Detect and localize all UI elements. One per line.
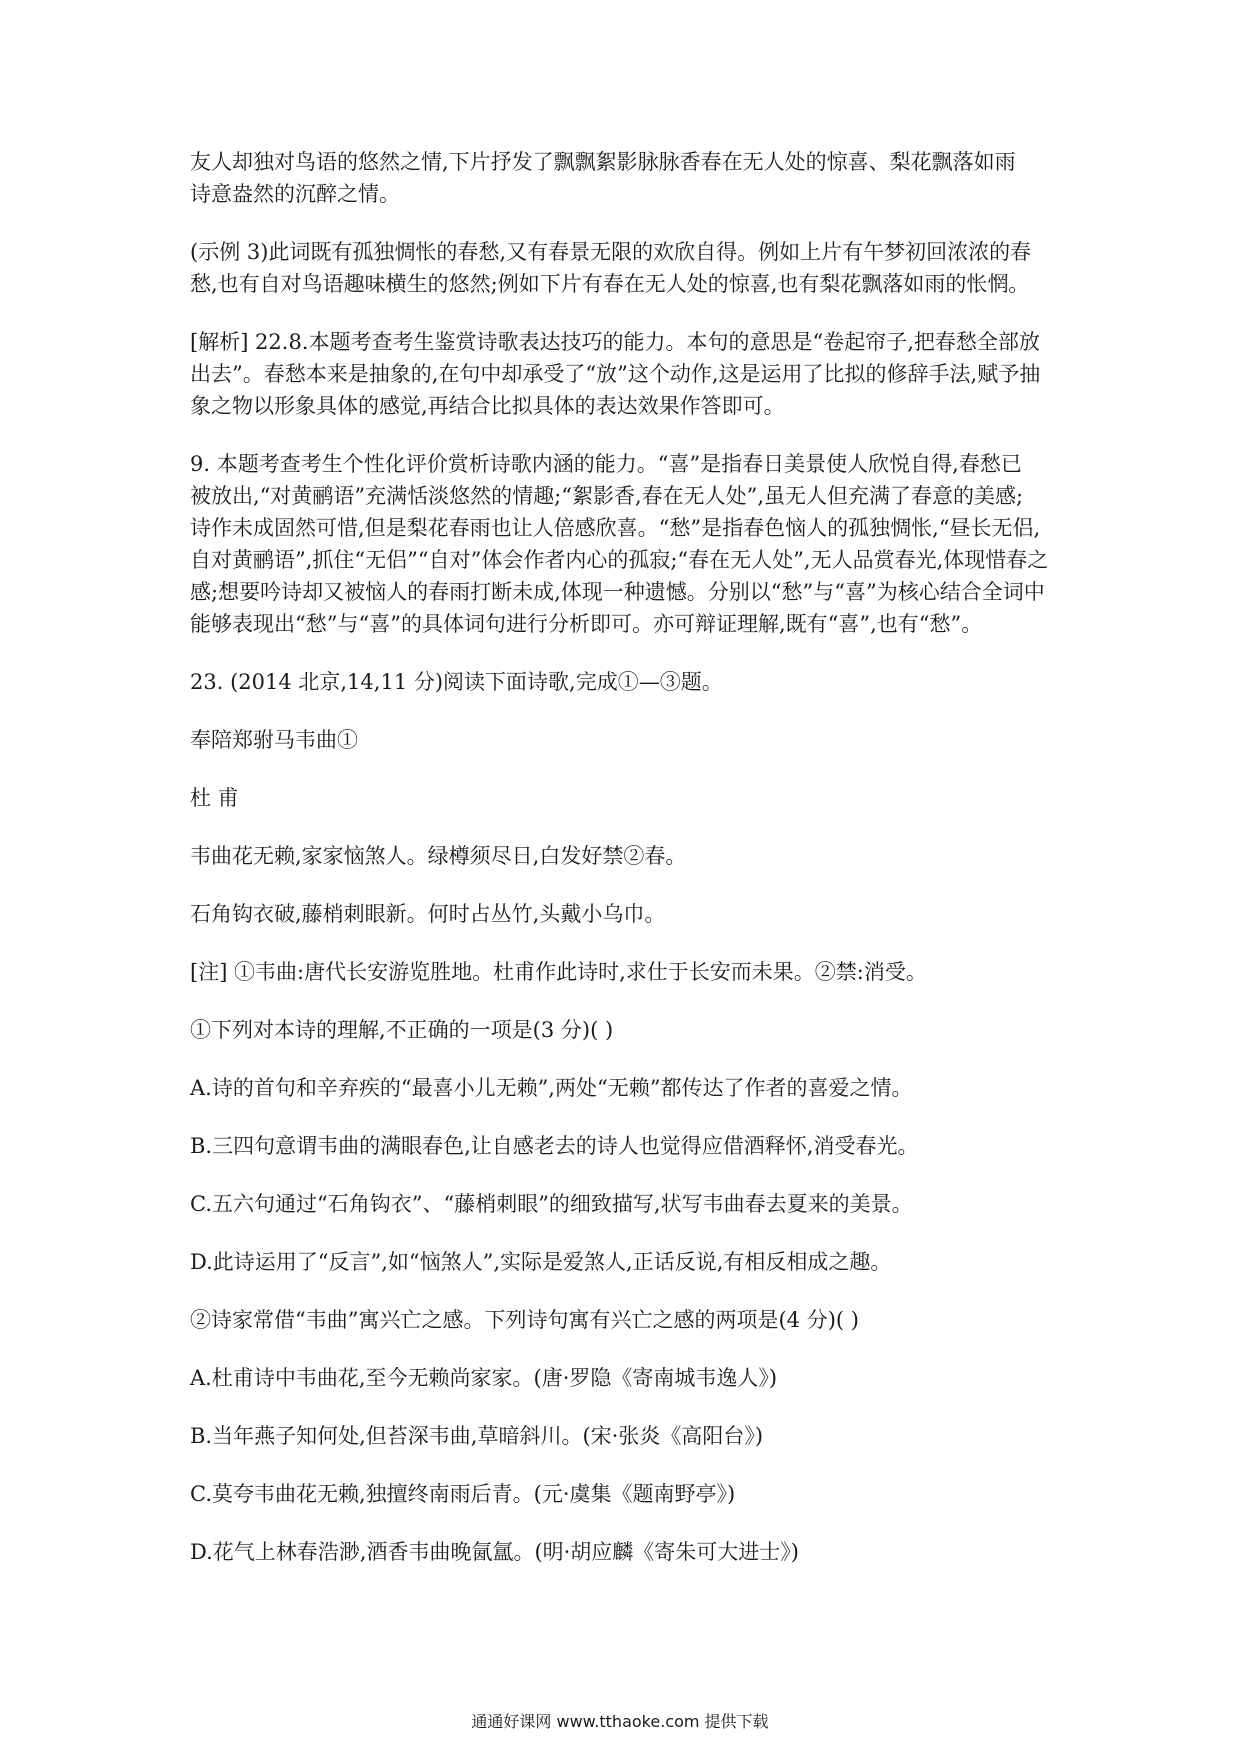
text-line: 愁,也有自对鸟语趣味横生的悠然;例如下片有春在无人处的惊喜,也有梨花飘落如雨的怅惘。 bbox=[190, 272, 1030, 296]
text-line: 象之物以形象具体的感觉,再结合比拟具体的表达效果作答即可。 bbox=[190, 394, 785, 418]
text-line: 被放出,“对黄鹂语”充满恬淡悠然的情趣;“絮影香,春在无人处”,虽无人但充满了春意的美感; bbox=[190, 484, 1024, 508]
option-a: A.杜甫诗中韦曲花,至今无赖尚家家。(唐·罗隐《寄南城韦逸人》) bbox=[190, 1366, 778, 1390]
option-c: C.五六句通过“石角钩衣”、“藤梢刺眼”的细致描写,状写韦曲春去夏来的美景。 bbox=[190, 1192, 913, 1216]
poem-line: 韦曲花无赖,家家恼煞人。绿樽须尽日,白发好禁②春。 bbox=[190, 844, 687, 868]
sub-question: ②诗家常借“韦曲”寓兴亡之感。下列诗句寓有兴亡之感的两项是(4 分)( ) bbox=[190, 1308, 859, 1332]
page-footer: 通通好课网 www.tthaoke.com 提供下载 bbox=[471, 1712, 769, 1731]
text-line: 诗意盎然的沉醉之情。 bbox=[190, 182, 400, 206]
option-b: B.三四句意谓韦曲的满眼春色,让自感老去的诗人也觉得应借酒释怀,消受春光。 bbox=[190, 1134, 919, 1158]
option-d: D.花气上林春浩渺,酒香韦曲晚氤氲。(明·胡应麟《寄朱可大进士》) bbox=[190, 1540, 799, 1564]
text-line: 诗作未成固然可惜,但是梨花春雨也让人倍感欣喜。“愁”是指春色恼人的孤独惆怅,“昼长无侣, bbox=[190, 516, 1041, 540]
text-line: 感;想要吟诗却又被恼人的春雨打断未成,体现一种遗憾。分别以“愁”与“喜”为核心结合全词中 bbox=[190, 580, 1045, 604]
poem-note: [注] ①韦曲:唐代长安游览胜地。杜甫作此诗时,求仕于长安而未果。②禁:消受。 bbox=[190, 960, 927, 984]
poem-title: 奉陪郑驸马韦曲① bbox=[190, 728, 358, 752]
sub-question: ①下列对本诗的理解,不正确的一项是(3 分)( ) bbox=[190, 1018, 614, 1042]
poem-line: 石角钩衣破,藤梢刺眼新。何时占丛竹,头戴小乌巾。 bbox=[190, 902, 666, 926]
option-c: C.莫夸韦曲花无赖,独擅终南雨后青。(元·虞集《题南野亭》) bbox=[190, 1482, 736, 1506]
text-line: 友人却独对鸟语的悠然之情,下片抒发了飘飘絮影脉脉香春在无人处的惊喜、梨花飘落如雨 bbox=[190, 150, 1016, 174]
option-b: B.当年燕子知何处,但苔深韦曲,草暗斜川。(宋·张炎《高阳台》) bbox=[190, 1424, 764, 1448]
document-body bbox=[190, 146, 1070, 1568]
text-line: 出去”。春愁本来是抽象的,在句中却承受了“放”这个动作,这是运用了比拟的修辞手法,赋予抽 bbox=[190, 362, 1041, 386]
text-line: [解析] 22.8.本题考查考生鉴赏诗歌表达技巧的能力。本句的意思是“卷起帘子,把春愁全部放 bbox=[190, 330, 1040, 354]
option-a: A.诗的首句和辛弃疾的“最喜小儿无赖”,两处“无赖”都传达了作者的喜爱之情。 bbox=[190, 1076, 913, 1100]
option-d: D.此诗运用了“反言”,如“恼煞人”,实际是爱煞人,正话反说,有相反相成之趣。 bbox=[190, 1250, 892, 1274]
text-line: 能够表现出“愁”与“喜”的具体词句进行分析即可。亦可辩证理解,既有“喜”,也有“愁”。 bbox=[190, 612, 983, 636]
question-heading: 23. (2014 北京,14,11 分)阅读下面诗歌,完成①—③题。 bbox=[190, 670, 723, 694]
text-line: 自对黄鹂语”,抓住“无侣”“自对”体会作者内心的孤寂;“春在无人处”,无人品赏春光,体现惜春之 bbox=[190, 548, 1049, 572]
poem-author: 杜 甫 bbox=[190, 786, 239, 810]
text-line: 9. 本题考查考生个性化评价赏析诗歌内涵的能力。“喜”是指春日美景使人欣悦自得,春愁已 bbox=[190, 452, 1022, 476]
text-line: (示例 3)此词既有孤独惆怅的春愁,又有春景无限的欢欣自得。例如上片有午梦初回浓浓的春 bbox=[190, 240, 1032, 264]
